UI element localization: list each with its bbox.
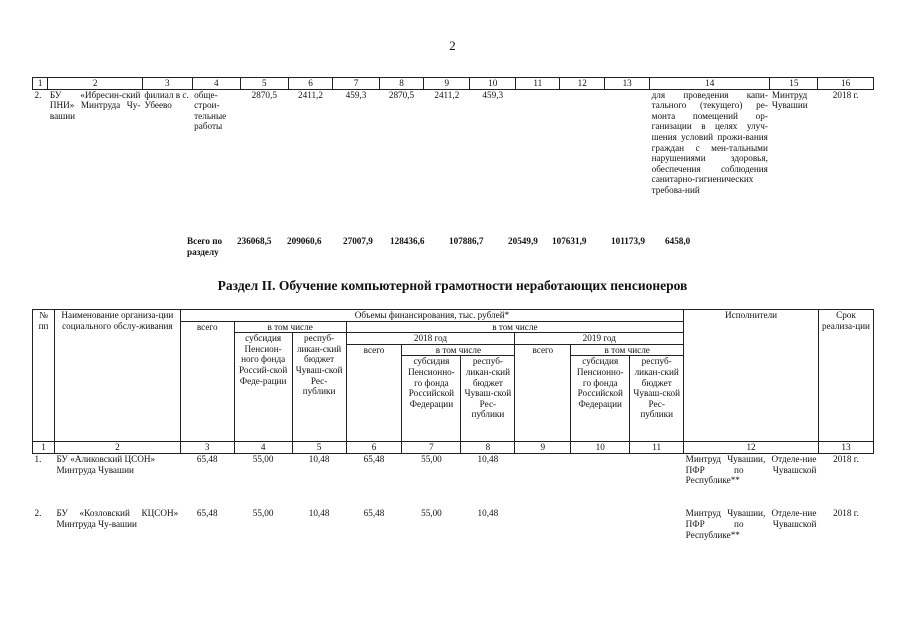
- table-section-1: [32, 77, 874, 237]
- column-number-row: [33, 78, 874, 90]
- col-num: 1: [33, 78, 48, 90]
- total-value: 20549,9: [508, 236, 538, 246]
- cell-value: [571, 508, 630, 556]
- header-volume: Объемы финансирования, тыс. рублей*: [180, 310, 683, 322]
- cell-value: [630, 508, 684, 556]
- col-num: 12: [684, 442, 819, 454]
- col-num: 16: [818, 78, 874, 90]
- row-number: 2.: [34, 508, 42, 519]
- header-name: Наименование организа-ции социального обслу-живания: [54, 310, 180, 442]
- col-num: 4: [234, 442, 292, 454]
- cell-value: 2870,5: [388, 89, 415, 100]
- cell-value: 65,48: [196, 508, 218, 519]
- header-incl-2018: в том числе: [402, 344, 515, 356]
- header-2018: 2018 год: [346, 333, 515, 345]
- cell-value: [515, 453, 571, 508]
- col-num: 2: [48, 78, 143, 90]
- total-value: 107886,7: [449, 236, 484, 246]
- term: 2018 г.: [833, 508, 859, 519]
- col-num: 3: [180, 442, 234, 454]
- total-value: 27007,9: [343, 236, 373, 246]
- col-num: 12: [560, 78, 605, 90]
- col-num: 11: [516, 78, 560, 90]
- col-num: 9: [515, 442, 571, 454]
- total-value: 128436,6: [390, 236, 425, 246]
- cell-value: 55,00: [421, 508, 442, 519]
- cell-value: 65,48: [363, 453, 385, 464]
- col-num: 6: [288, 78, 333, 90]
- col-num: 9: [424, 78, 470, 90]
- header-subsidy-2019: субсидия Пенсионно-го фонда Российской Федерации: [571, 356, 630, 442]
- cell-value: 65,48: [363, 508, 385, 519]
- col-num: 10: [470, 78, 516, 90]
- org-name: БУ «Аликовский ЦСОН» Минтруда Чувашии: [56, 453, 156, 475]
- table-row: [33, 89, 874, 237]
- header-total-2018: всего: [346, 344, 402, 442]
- work-type: обще-строи-тельные работы: [194, 89, 227, 132]
- cell-value: 10,48: [308, 453, 330, 464]
- total-value: 107631,9: [552, 236, 587, 246]
- section-total: [185, 236, 707, 257]
- header-total-2019: всего: [515, 344, 571, 442]
- header-2019: 2019 год: [515, 333, 684, 345]
- org-name: БУ «Козловский КЦСОН» Минтруда Чу-вашии: [56, 508, 179, 530]
- cell-value: [560, 89, 605, 237]
- total-value: 209060,6: [287, 236, 322, 246]
- col-num: 5: [241, 78, 289, 90]
- executor: Минтруд Чувашии, Отделе-ние ПФР по Чувашской Республике**: [685, 508, 817, 540]
- col-num: 1: [33, 442, 55, 454]
- cell-value: [516, 89, 560, 237]
- col-num: 13: [605, 78, 650, 90]
- total-value: 6458,0: [665, 236, 691, 246]
- cell-value: 55,00: [252, 453, 274, 464]
- header-incl-2019: в том числе: [571, 344, 684, 356]
- col-num: 10: [571, 442, 630, 454]
- page-number: 2: [449, 38, 456, 53]
- cell-value: 55,00: [252, 508, 274, 519]
- cell-value: [515, 508, 571, 556]
- term: 2018 г.: [833, 453, 859, 464]
- header-subsidy-2018: субсидия Пенсионно-го фонда Российской Федерации: [402, 356, 461, 442]
- header-incl: в том числе: [234, 321, 346, 333]
- header-republic-2019: респуб-ликан-ский бюджет Чуваш-ской Рес-публики: [630, 356, 684, 442]
- col-num: 15: [770, 78, 818, 90]
- cell-value: 10,48: [308, 508, 330, 519]
- cell-value: 2411,2: [298, 89, 323, 100]
- header-term: Срок реализа-ции: [818, 310, 873, 442]
- total-value: 236068,5: [237, 236, 272, 246]
- total-value: 101173,9: [611, 236, 645, 246]
- column-number-row: [33, 442, 874, 454]
- executor: Минтруд Чувашии: [771, 89, 808, 111]
- row-number: 2.: [34, 89, 42, 100]
- total-label: Всего по разделу: [187, 236, 223, 257]
- header-executors: Исполнители: [684, 310, 819, 442]
- col-num: 2: [54, 442, 180, 454]
- purpose-text: для проведения капи-тального (текущего) ре-монта помещений ор-ганизации в целях улуч-шения условий прожи-вания граждан с мен-тальными нарушениями здоровья, обеспечения соблюдения санитарно-гигиенических требова-ний: [651, 89, 768, 195]
- cell-value: 2870,5: [251, 89, 277, 100]
- col-num: 4: [192, 78, 240, 90]
- branch-name: филиал в с. Убеево: [144, 89, 189, 111]
- header-incl: в том числе: [346, 321, 684, 333]
- header-no: № пп: [33, 310, 55, 442]
- col-num: 7: [333, 78, 379, 90]
- cell-value: 10,48: [477, 453, 499, 464]
- col-num: 11: [630, 442, 684, 454]
- header-republic-2018: респуб-ликан-ский бюджет Чуваш-ской Рес-публики: [461, 356, 515, 442]
- table-row: [33, 453, 874, 508]
- col-num: 8: [461, 442, 515, 454]
- cell-value: [605, 89, 650, 237]
- row-number: 1.: [34, 453, 42, 464]
- cell-value: 10,48: [477, 508, 499, 519]
- section-title: Раздел II. Обучение компьютерной грамотности неработающих пенсионеров: [217, 278, 688, 293]
- cell-value: 459,3: [345, 89, 367, 100]
- cell-value: 2411,2: [434, 89, 460, 100]
- col-num: 8: [379, 78, 424, 90]
- col-num: 13: [818, 442, 873, 454]
- col-num: 14: [650, 78, 770, 90]
- cell-value: 55,00: [421, 453, 442, 464]
- header-republic-budget: респуб-ликан-ский бюджет Чуваш-ской Рес-публики: [292, 333, 346, 442]
- table-row: [33, 508, 874, 556]
- cell-value: [630, 453, 684, 508]
- table-section-2: [32, 309, 874, 556]
- org-name: БУ «Ибресин-ский ПНИ» Минтруда Чу-вашии: [49, 89, 141, 121]
- col-num: 6: [346, 442, 402, 454]
- cell-value: 459,3: [482, 89, 504, 100]
- col-num: 7: [402, 442, 461, 454]
- col-num: 5: [292, 442, 346, 454]
- year: 2018 г.: [832, 89, 859, 100]
- header-subsidy-pfr: субсидия Пенсион-ного фонда Россий-ской Феде-рации: [234, 333, 292, 442]
- cell-value: 65,48: [196, 453, 218, 464]
- col-num: 3: [142, 78, 192, 90]
- header-total: всего: [180, 321, 234, 442]
- executor: Минтруд Чувашии, Отделе-ние ПФР по Чувашской Республике**: [685, 453, 817, 486]
- cell-value: [571, 453, 630, 508]
